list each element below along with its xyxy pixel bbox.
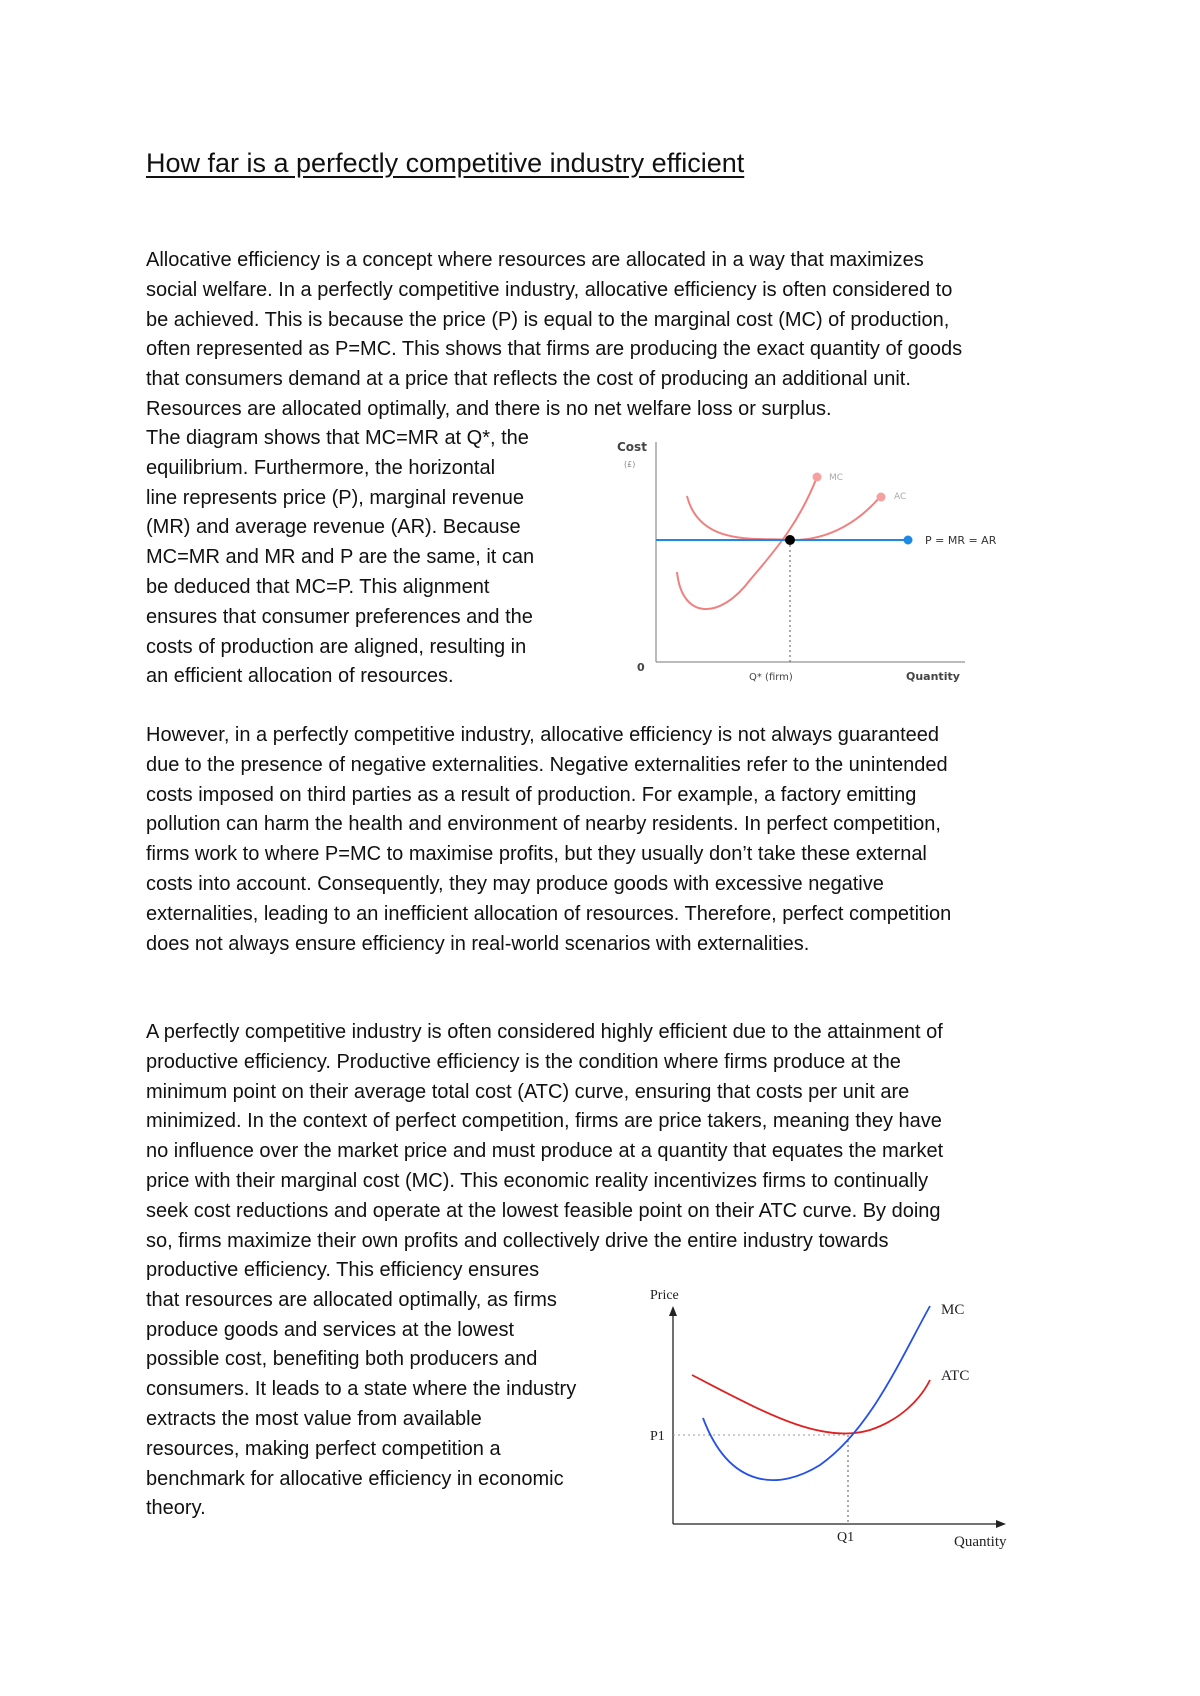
text-line: A perfectly competitive industry is often considered highly efficient due to the attainment of (146, 1021, 943, 1043)
text-line: price with their marginal cost (MC). This economic reality incentivizes firms to continually (146, 1169, 929, 1192)
text-line: line represents price (P), marginal revenue (146, 486, 524, 509)
y-axis-label: Cost (617, 440, 647, 454)
text-line: be achieved. This is because the price (P) is equal to the marginal cost (MC) of production, (146, 308, 950, 331)
y-axis-label: Price (650, 1288, 679, 1303)
text-line: so, firms maximize their own profits and collectively drive the entire industry towards (146, 1229, 889, 1252)
text-line: consumers. It leads to a state where the industry (146, 1378, 577, 1401)
atc-label: ATC (941, 1368, 970, 1384)
y-axis-arrow (669, 1306, 677, 1316)
p1-label: P1 (650, 1429, 665, 1444)
text-line: (MR) and average revenue (AR). Because (146, 516, 521, 539)
text-line: that resources are allocated optimally, as firms (146, 1288, 557, 1311)
text-line: that consumers demand at a price that reflects the cost of producing an additional unit. (146, 368, 911, 391)
text-line: However, in a perfectly competitive industry, allocative efficiency is not always guaranteed (146, 724, 939, 746)
text-line: costs of production are aligned, resulting in (146, 635, 527, 658)
mc-label: MC (941, 1302, 965, 1318)
mc-label: MC (829, 473, 844, 483)
text-line: often represented as P=MC. This shows that firms are producing the exact quantity of goods (146, 338, 963, 361)
x-axis-label: Quantity (954, 1534, 1007, 1550)
text-line: extracts the most value from available (146, 1407, 482, 1430)
text-line: does not always ensure efficiency in real-world scenarios with externalities. (146, 932, 810, 955)
text-line: Resources are allocated optimally, and there is no net welfare loss or surplus. (146, 397, 832, 420)
text-line: minimum point on their average total cost (ATC) curve, ensuring that costs per unit are (146, 1080, 910, 1103)
text-line: seek cost reductions and operate at the lowest feasible point on their ATC curve. By doing (146, 1199, 941, 1222)
text-line: costs into account. Consequently, they may produce goods with excessive negative (146, 872, 884, 895)
text-line: due to the presence of negative externalities. Negative externalities refer to the unintended (146, 753, 948, 776)
document-title: How far is a perfectly competitive industry efficient (146, 148, 745, 178)
price-line-label: P = MR = AR (925, 534, 997, 547)
text-line: social welfare. In a perfectly competitive industry, allocative efficiency is often considered to (146, 278, 953, 301)
text-line: externalities, leading to an inefficient allocation of resources. Therefore, perfect competition (146, 902, 952, 925)
text-line: minimized. In the context of perfect competition, firms are price takers, meaning they have (146, 1110, 942, 1133)
x-axis-arrow (996, 1520, 1006, 1528)
q-star-label: Q* (firm) (749, 672, 793, 683)
text-line: possible cost, benefiting both producers and (146, 1348, 538, 1371)
text-line: pollution can harm the health and environment of nearby residents. In perfect competition, (146, 813, 941, 836)
text-line: be deduced that MC=P. This alignment (146, 575, 490, 598)
text-line: produce goods and services at the lowest (146, 1318, 514, 1341)
text-line: productive efficiency. This efficiency ensures (146, 1259, 540, 1281)
text-line: benchmark for allocative efficiency in economic (146, 1467, 564, 1490)
text-line: The diagram shows that MC=MR at Q*, the (146, 427, 529, 449)
q1-label: Q1 (837, 1530, 855, 1545)
text-line: theory. (146, 1497, 206, 1520)
text-line: Allocative efficiency is a concept where resources are allocated in a way that maximizes (146, 249, 924, 271)
text-line: costs imposed on third parties as a result of production. For example, a factory emitting (146, 783, 917, 806)
mc-curve (703, 1306, 930, 1480)
text-line: equilibrium. Furthermore, the horizontal (146, 456, 496, 479)
atc-curve (692, 1375, 930, 1434)
ac-label: AC (894, 492, 907, 502)
text-line: firms work to where P=MC to maximise profits, but they usually don’t take these external (146, 843, 927, 866)
text-line: resources, making perfect competition a (146, 1437, 501, 1460)
text-line: ensures that consumer preferences and the (146, 605, 533, 628)
origin-label: 0 (637, 661, 645, 674)
text-line: MC=MR and MR and P are the same, it can (146, 546, 535, 569)
text-line: productive efficiency. Productive efficiency is the condition where firms produce at the (146, 1050, 901, 1073)
x-axis-label: Quantity (906, 670, 960, 683)
y-axis-unit: (£) (624, 460, 636, 469)
text-line: no influence over the market price and must produce at a quantity that equates the market (146, 1140, 944, 1163)
text-line: an efficient allocation of resources. (146, 665, 454, 688)
